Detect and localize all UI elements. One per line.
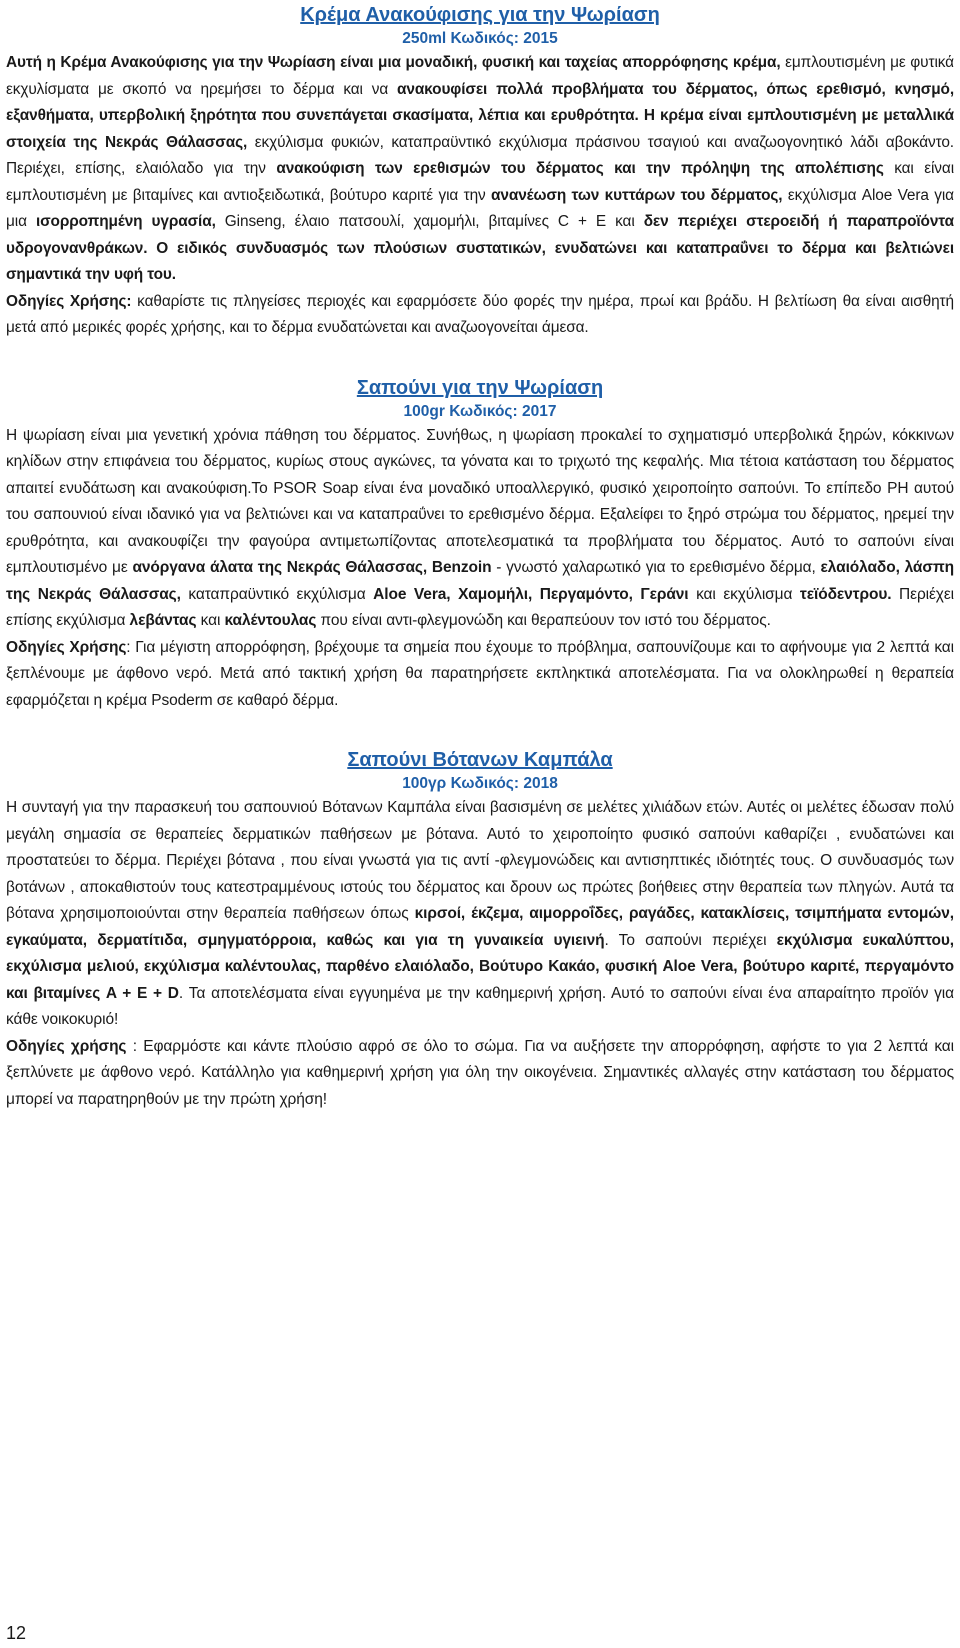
bold-text-run: ανόργανα άλατα της Νεκράς Θάλασσας, Benzoin xyxy=(132,559,492,576)
text-run: που είναι αντι-φλεγμονώδη και θεραπεύουν τον ιστό του δέρματος. xyxy=(316,612,771,629)
text-run: και εκχύλισμα xyxy=(688,585,800,603)
section-psoriasis-soap xyxy=(6,375,954,715)
bold-text-run: ελαιόλαδο, λάσπη της Νεκράς Θάλασσας, xyxy=(6,559,954,603)
text-run: Η ψωρίαση είναι μια γενετική χρόνια πάθηση του δέρματος. Συνήθως, η ψωρίαση προκαλεί το σχηματισμό υπερβολικά ξηρών, κόκκινων κηλίδων στην επιφάνεια του δέρματος, κυρίως στους αγκώνες, τα γόνατα και το τριχωτό της κεφαλής. Μια τέτοια κατάσταση του δέρματος απαιτεί ενυδάτωση και ανακούφιση.Το PSOR Soap είναι ένα μοναδικό υποαλλεργικό, φυσικό χειροποίητο σαπούνι. Το επίπεδο PH αυτού του σαπουνιού είναι ιδανικό για να βελτιώνει και να καταπραΰνει το ερεθισμένο δέρμα. Εξαλείφει το ξηρό στρώμα του δέρματος, ηρεμεί την ερυθρότητα, και ανακουφίζει την φαγούρα αντιμετωπίζοντας αποτελεσματικά τα προβλήματα του δέρματος. Αυτό το σαπούνι είναι εμπλουτισμένο με xyxy=(6,426,954,576)
section-title: Σαπούνι Βότανων Καμπάλα xyxy=(347,749,613,771)
section-title: Κρέμα Ανακούφισης για την Ψωρίαση xyxy=(300,4,660,26)
bold-text-run: δεν περιέχει στεροειδή ή παραπροϊόντα υδρογονανθράκων. Ο ειδικός συνδυασμός των πλούσιων συστατικών, ενυδατώνει και καταπραΰνει το δέρμα και βελτιώνει σημαντικά την υφή του. xyxy=(6,213,955,283)
usage-instructions xyxy=(6,635,954,715)
section-gap xyxy=(6,714,954,747)
text-run: εκχύλισμα Aloe Vera για μια xyxy=(6,186,954,230)
description-paragraph xyxy=(6,50,954,289)
section-gap xyxy=(6,342,954,375)
text-run: Η συνταγή για την παρασκευή του σαπουνιού Βότανων Καμπάλα είναι βασισμένη σε μελέτες χιλιάδων ετών. Αυτές οι μελέτες έδωσαν πολύ μεγάλη σημασία σε θεραπείες δερματικών παθήσεων με βότανα. Αυτό το χειροποίητο φυσικό σαπούνι καθαρίζει , ενυδατώνει και προστατεύει το δέρμα. Περιέχει βότανα , που είναι γνωστά για τις αντί -φλεγμονώδεις και αντισηπτικές ιδιότητές τους. Ο συνδυασμός των βοτάνων , αποκαθιστούν τους κατεστραμμένους ιστούς του δέρματος και δρουν ως πρώτες βοήθειες στην θεραπεία των πληγών. Αυτά τα βότανα χρησιμοποιούνται στην θεραπεία παθήσεων όπως xyxy=(6,799,954,922)
bold-text-run: κιρσοί, έκζεμα, αιμορροΐδες, ραγάδες, κατακλίσεις, τσιμπήματα εντομών, εγκαύματα, δερματίτιδα, σμηγματόρροια, καθώς και για τη γυναικεία υγιεινή xyxy=(6,905,955,949)
document-page xyxy=(6,0,954,1113)
usage-instructions xyxy=(6,289,954,342)
bold-text-run: Οδηγίες Χρήσης: xyxy=(6,292,132,310)
bold-text-run: καλέντουλας xyxy=(224,612,317,629)
text-run: και είναι εμπλουτισμένη με βιταμίνες και αντιοξειδωτικά, βούτυρο καριτέ για την xyxy=(6,160,955,204)
bold-text-run: λεβάντας xyxy=(129,612,197,629)
section-title: Σαπούνι για την Ψωρίαση xyxy=(356,376,604,399)
bold-text-run: Αυτή η Κρέμα Ανακούφισης για την Ψωρίαση είναι μια μοναδική, φυσική και ταχείας απορρόφησης κρέμα, xyxy=(6,54,781,71)
bold-text-run: ανακούφιση των ερεθισμών του δέρματος και την πρόληψη της απολέπισης xyxy=(276,160,884,177)
text-run: καθαρίστε τις πληγείσες περιοχές και εφαρμόσετε δύο φορές την ημέρα, πρωί και βράδυ. Η βελτίωση θα είναι αισθητή μετά από μερικές φορές χρήσης, και το δέρμα ενυδατώνεται και αναζωογονείται άμεσα. xyxy=(6,292,954,336)
text-run: : Για μέγιστη απορρόφηση, βρέχουμε τα σημεία που έχουμε το πρόβλημα, σαπουνίζουμε και το αφήνουμε για 2 λεπτά και ξεπλένουμε με άφθονο νερό. Μετά από τακτική χρήση θα παρατηρήσετε εκπληκτικά αποτελέσματα. Για να ολοκληρωθεί η θεραπεία εφαρμόζεται η κρέμα Psoderm σε καθαρό δέρμα. xyxy=(6,638,954,709)
text-run: καταπραϋντικό εκχύλισμα xyxy=(180,585,374,603)
bold-text-run: τεϊόδεντρου. xyxy=(799,585,892,603)
text-run: εμπλουτισμένη με φυτικά εκχυλίσματα με σκοπό να ηρεμήσει το δέρμα και να xyxy=(6,54,954,98)
text-run: - γνωστό χαλαρωτικό για το ερεθισμένο δέρμα, xyxy=(491,559,821,576)
product-code: 100gr Κωδικός: 2017 xyxy=(403,402,557,420)
description-paragraph xyxy=(6,423,954,635)
product-code: 250ml Κωδικός: 2015 xyxy=(402,30,558,47)
bold-text-run: ανανέωση των κυττάρων του δέρματος, xyxy=(491,186,783,204)
text-run: Περιέχει επίσης εκχύλισμα xyxy=(6,585,954,629)
section-psoriasis-cream xyxy=(6,2,954,342)
bold-text-run: Aloe Vera, Χαμομήλι, Περγαμόντο, Γεράνι xyxy=(373,585,689,603)
text-run: . Το σαπούνι περιέχει xyxy=(604,931,777,949)
bold-text-run: Οδηγίες Χρήσης xyxy=(6,638,127,656)
bold-text-run: εκχύλισμα ευκαλύπτου, εκχύλισμα μελιού, εκχύλισμα καλέντουλας, παρθένο ελαιόλαδο, Βούτυρο Κακάο, φυσική Aloe Vera, βούτυρο καριτέ, περγαμόντο και βιταμίνες A + E + D xyxy=(6,931,954,1002)
text-run: : Εφαρμόστε και κάντε πλούσιο αφρό σε όλο το σώμα. Για να αυξήσετε την απορρόφηση, αφήστε το για 2 λεπτά και ξεπλύνετε με άφθονο νερό. Κατάλληλο για καθημερινή χρήση για όλη την οικογένεια. Σημαντικές αλλαγές στην κατάσταση του δέρματος μπορεί να παρατηρηθούν με την πρώτη χρήση! xyxy=(6,1037,954,1108)
text-run: Ginseng, έλαιο πατσουλί, χαμομήλι, βιταμίνες C + E και xyxy=(215,213,644,230)
text-run: . Τα αποτελέσματα είναι εγγυημένα με την καθημερινή χρήση. Αυτό το σαπούνι είναι ένα απαραίτητο προϊόν για κάθε νοικοκυριό! xyxy=(6,984,954,1028)
section-kabbalah-herbal-soap xyxy=(6,747,954,1113)
text-run: εκχύλισμα φυκιών, καταπραϋντικό εκχύλισμα πράσινου τσαγιού και αναζωογονητικό λάδι αβοκάντο. Περιέχει, επίσης, ελαιόλαδο για την xyxy=(6,133,954,177)
description-paragraph xyxy=(6,795,954,1034)
page-number: 12 xyxy=(6,1623,27,1643)
usage-instructions xyxy=(6,1034,954,1114)
bold-text-run: Οδηγίες χρήσης xyxy=(6,1037,127,1055)
bold-text-run: ανακουφίσει πολλά προβλήματα του δέρματος, όπως ερεθισμό, κνησμό, εξανθήματα, υπερβολική ξηρότητα που συνεπάγεται σκασίματα, λέπια και ερυθρότητα. Η κρέμα είναι εμπλουτισμένη με μεταλλικά στοιχεία της Νεκράς Θάλασσας, xyxy=(6,80,954,151)
bold-text-run: ισορροπημένη υγρασία, xyxy=(35,213,216,230)
product-code: 100γρ Κωδικός: 2018 xyxy=(402,775,558,792)
text-run: και xyxy=(196,612,225,629)
